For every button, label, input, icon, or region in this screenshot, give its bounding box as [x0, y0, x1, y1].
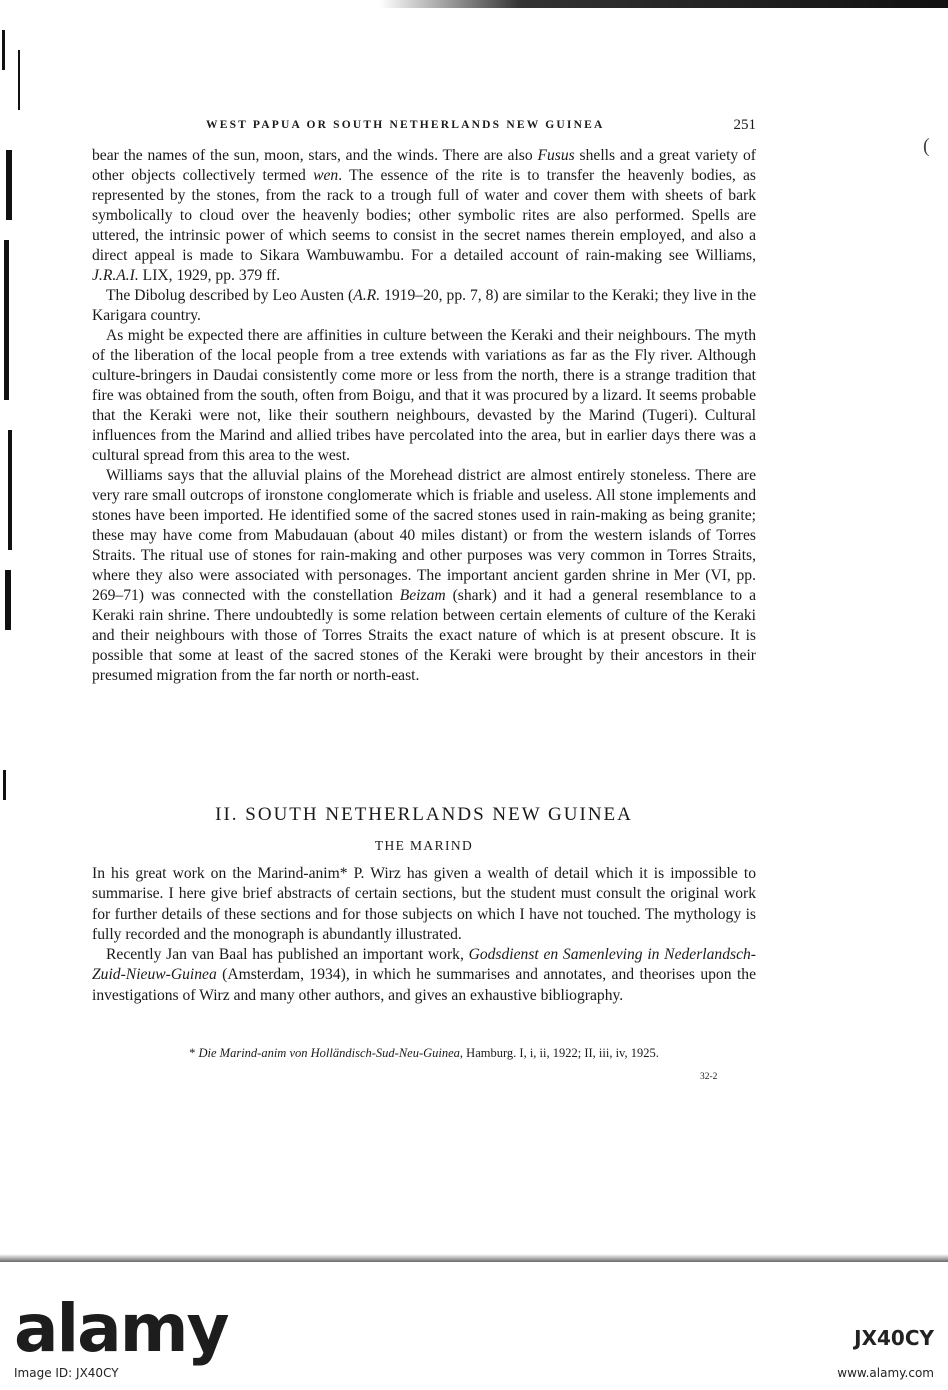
italic-text: Fusus: [537, 147, 575, 164]
footnote: [92, 1046, 756, 1061]
watermark-url: www.alamy.com: [837, 1366, 934, 1380]
page-header: [206, 117, 756, 137]
paragraph: [92, 286, 756, 326]
text-run: (shark) and it had a general resemblance to a Keraki rain shrine. There undoubtedly is some relation between certain elements of culture of the Keraki and their neighbours with those of Torres Straits the exact nature of which is at present obscure. It is possible that some at least of the sacred stones of the Keraki were brought by their ancestors in their presumed migration from the far north or north-east.: [92, 587, 756, 684]
text-run: shells and a great variety of other objects collectively termed: [92, 147, 757, 184]
text-run: bear the names of the sun, moon, stars, and the winds. There are also: [92, 147, 538, 164]
section-heading: II. SOUTH NETHERLANDS NEW GUINEA: [215, 804, 633, 825]
page-number: 251: [733, 117, 756, 133]
italic-text: wen: [313, 167, 339, 184]
text-run: The Dibolug described by Leo Austen (: [106, 287, 354, 304]
footnote-title: Die Marind-anim von Holländisch-Sud-Neu-Guinea: [198, 1046, 460, 1060]
italic-text: A.R.: [353, 287, 381, 304]
watermark-logo: alamy: [14, 1290, 228, 1367]
paragraph: [92, 466, 756, 686]
signature-mark: 32-2: [700, 1072, 718, 1082]
text-run: (Amsterdam, 1934), in which he summarises and annotates, and theorises upon the investigations of Wirz and many other authors, and gives an exhaustive bibliography.: [92, 966, 756, 1004]
paragraph: [92, 146, 756, 286]
footnote-rest: , Hamburg. I, i, ii, 1922; II, iii, iv, 1925.: [459, 1046, 659, 1060]
body-text-top: [92, 146, 756, 686]
text-run: LIX, 1929, pp. 379 ff.: [138, 267, 281, 284]
text-run: Recently Jan van Baal has published an important work,: [106, 946, 469, 964]
italic-text: Beizam: [399, 587, 446, 604]
margin-mark: (: [923, 135, 930, 157]
scan-edge-top: [0, 0, 948, 8]
italic-text: J.R.A.I.: [92, 267, 139, 284]
text-run: In his great work on the Marind-anim* P. Wirz has given a wealth of detail which it is impossible to summarise. I here give brief abstracts of certain sections, but the student must consult the original work for further details of these sections and for those subjects on which I have not touched. The mythology is fully recorded and the monograph is abundantly illustrated.: [92, 865, 756, 943]
scan-edge-left: [0, 10, 36, 1230]
paragraph: [92, 864, 756, 945]
text-run: 1919–20, pp. 7, 8) are similar to the Keraki; they live in the Karigara country.: [92, 287, 757, 324]
body-text-bottom: [92, 864, 756, 1006]
text-run: As might be expected there are affinities in culture between the Keraki and their neighbours. The myth of the liberation of the local people from a tree extends with variations as far as the Fly river. Although culture-bringers in Daudai consistently come more or less from the north, there is a strange tradition that fire was obtained from the south, often from Boigu, and that it was procured by a lizard. It seems probable that the Keraki were not, like their southern neighbours, devasted by the Marind (Tugeri). Cultural influences from the Marind and allied tribes have percolated into the area, but in earlier days there was a cultural spread from this area to the west.: [92, 327, 756, 464]
text-run: . The essence of the rite is to transfer the heavenly bodies, as represented by the stones, from the rack to a trough full of water and cover them with sheets of bark symbolically to cloud over the heavenly bodies; other symbolic rites are also performed. Spells are uttered, the intrinsic power of which seems to consist in the secret names therein employed, and also a direct appeal is made to Sikara Wambuwambu. For a detailed account of rain-making see Williams,: [92, 167, 756, 264]
running-head: WEST PAPUA OR SOUTH NETHERLANDS NEW GUINEA: [206, 119, 605, 131]
footnote-marker: *: [189, 1046, 199, 1060]
italic-text: Godsdienst en Samenleving in Nederlandsch-Zuid-Nieuw-Guinea: [92, 946, 756, 984]
paragraph: [92, 945, 756, 1006]
watermark-image-id: Image ID: JX40CY: [14, 1366, 119, 1380]
text-run: Williams says that the alluvial plains of the Morehead district are almost entirely stoneless. There are very rare small outcrops of ironstone conglomerate which is friable and useless. All stone implements and stones have been imported. He identified some of the sacred stones used in rain-making as being granite; these may have come from Mabudauan (about 40 miles distant) or from the western islands of Torres Straits. The ritual use of stones for rain-making and other purposes was very common in Torres Straits, where they also were associated with personages. The important ancient garden shrine in Mer (VI, pp. 269–71) was connected with the constellation: [92, 467, 756, 604]
watermark-code: JX40CY: [854, 1326, 934, 1350]
subheading: THE MARIND: [374, 838, 474, 853]
paragraph: [92, 326, 756, 466]
